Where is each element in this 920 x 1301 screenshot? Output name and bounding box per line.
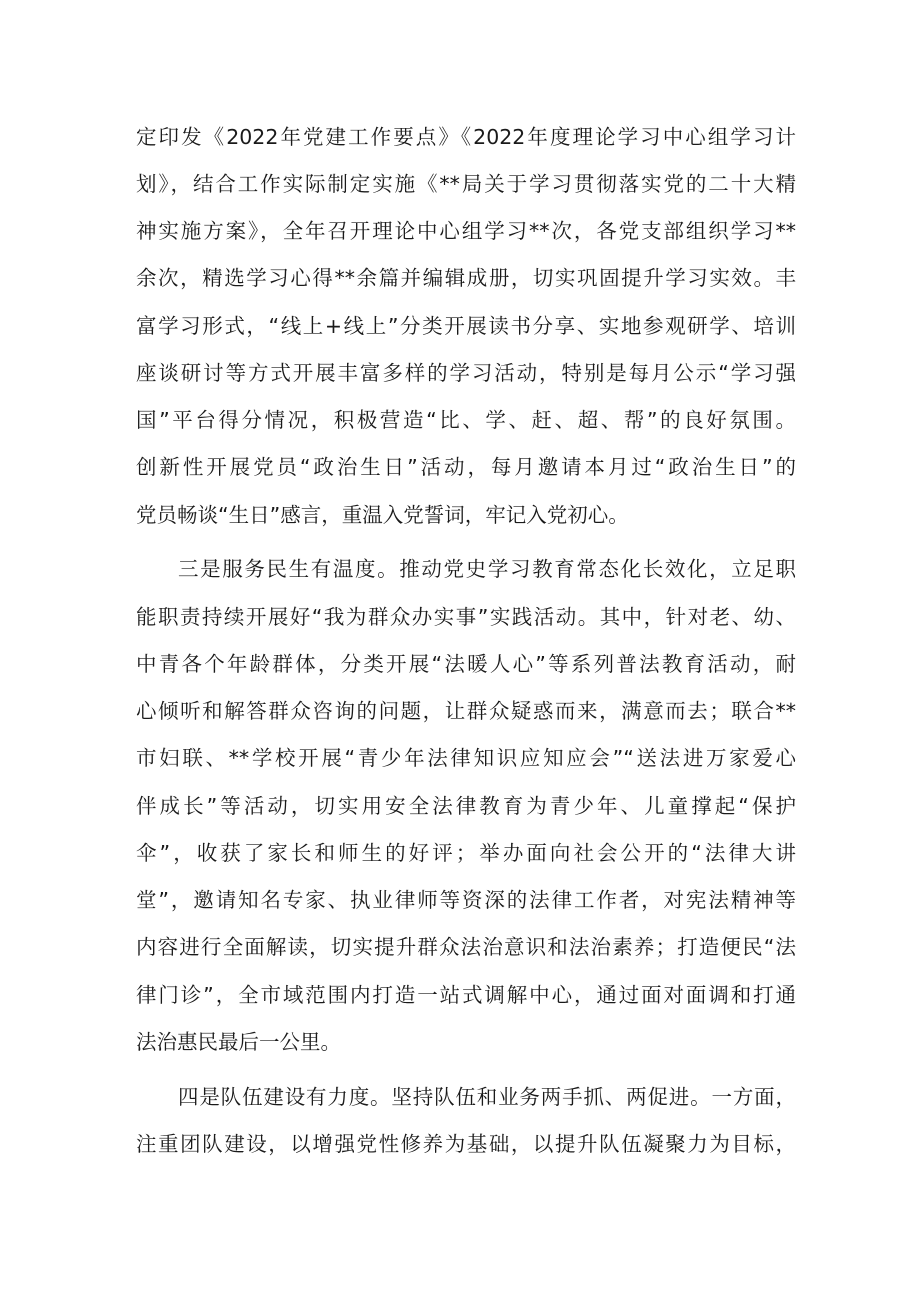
text-line: 律门诊”，全市域范围内打造一站式调解中心，通过面对面调和打通 [136,983,796,1007]
text-line: 伴成长”等活动，切实用安全法律教育为青少年、儿童撑起“保护 [136,794,796,818]
text-line: 座谈研讨等方式开展丰富多样的学习活动，特别是每月公示“学习强 [136,361,796,385]
text-line: 余次，精选学习心得**余篇并编辑成册，切实巩固提升学习实效。丰 [136,266,796,290]
text-line: 法治惠民最后一公里。 [136,1030,341,1054]
paragraph-heading-line: 三是服务民生有温度。推动党史学习教育常态化长效化，立足职 [178,557,796,581]
text-line: 神实施方案》，全年召开理论中心组学习**次，各党支部组织学习** [136,219,796,243]
text-line: 心倾听和解答群众咨询的问题，让群众疑惑而来，满意而去；联合** [136,699,796,723]
paragraph-heading-line: 四是队伍建设有力度。坚持队伍和业务两手抓、两促进。一方面， [178,1085,796,1109]
text-line: 伞”，收获了家长和师生的好评；举办面向社会公开的“法律大讲 [136,841,796,865]
text-line: 富学习形式，“线上+线上”分类开展读书分享、实地参观研学、培训 [136,314,796,338]
text-line: 国”平台得分情况，积极营造“比、学、赶、超、帮”的良好氛围。 [136,408,796,432]
text-line: 能职责持续开展好“我为群众办实事”实践活动。其中，针对老、幼、 [136,605,796,629]
text-line: 党员畅谈“生日”感言，重温入党誓词，牢记入党初心。 [136,503,629,527]
text-line: 中青各个年龄群体，分类开展“法暖人心”等系列普法教育活动，耐 [136,652,796,676]
text-line: 堂”，邀请知名专家、执业律师等资深的法律工作者，对宪法精神等 [136,888,796,912]
text-line: 注重团队建设，以增强党性修养为基础，以提升队伍凝聚力为目标， [136,1132,796,1156]
text-line: 创新性开展党员“政治生日”活动，每月邀请本月过“政治生日”的 [136,455,796,479]
text-line: 内容进行全面解读，切实提升群众法治意识和法治素养；打造便民“法 [136,935,796,959]
text-line: 定印发《2022年党建工作要点》《2022年度理论学习中心组学习计 [136,125,796,149]
text-line: 市妇联、**学校开展“青少年法律知识应知应会”“送法进万家爱心 [136,746,796,770]
text-line: 划》，结合工作实际制定实施《**局关于学习贯彻落实党的二十大精 [136,172,796,196]
